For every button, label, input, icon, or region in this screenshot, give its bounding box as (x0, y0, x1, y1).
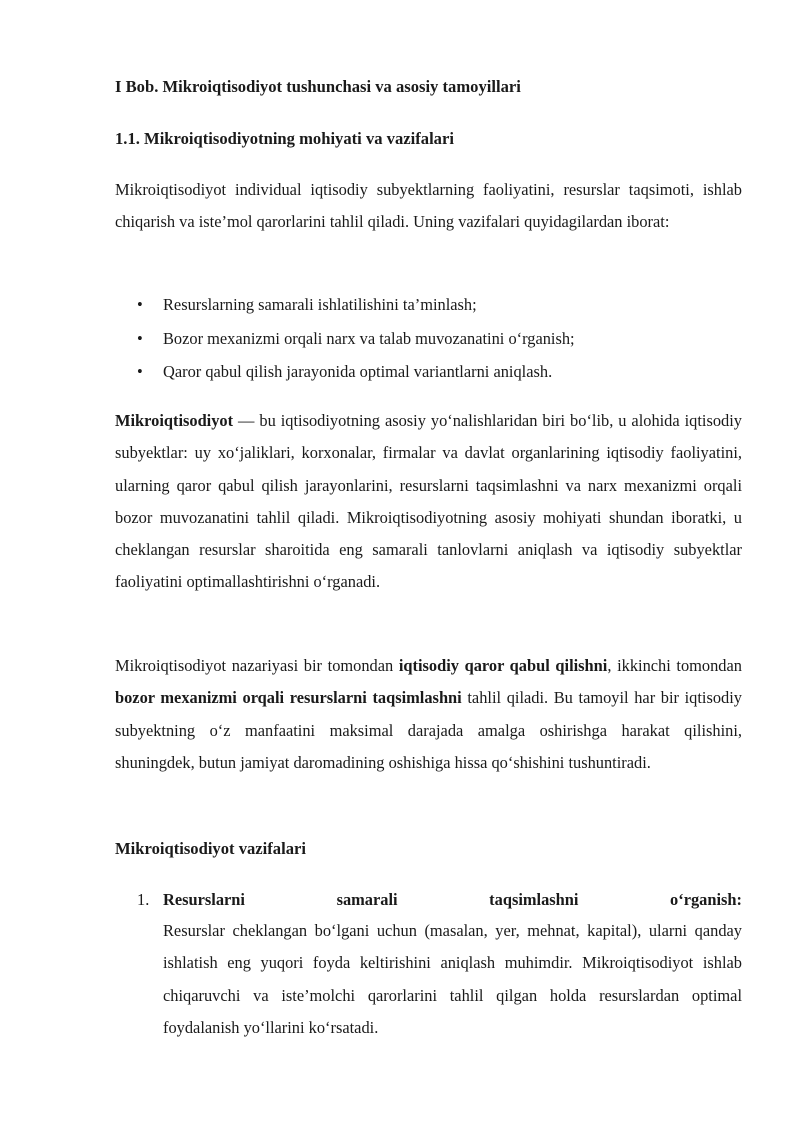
numbered-item-number: 1. (137, 890, 150, 909)
definition-text: — bu iqtisodiyotning asosiy yo‘nalishlaridan biri bo‘lib, u alohida iqtisodiy subyektlar: uy xo‘jaliklari, korxonalar, firmalar va davlat organlarining iqtisodiy faoliyatini, ularning qaror qabul qilish jarayonlarini, resurslarni taqsimlashni va narx mexanizmi orqali bozor muvozanatini tahlil qiladi. Mikroiqtisodiyotning asosiy mohiyati shundan iboratki, u cheklangan resurslar sharoitida eng samarali tanlovlarni aniqlash va iqtisodiy subyektlar faoliyatini optimallashtirishni o‘rganadi. (115, 411, 742, 592)
numbered-item-body: Resurslar cheklangan bo‘lgani uchun (masalan, yer, mehnat, kapital), ularni qanday ishlatish eng yuqori foyda keltirishini aniqlash muhimdir. Mikroiqtisodiyot ishlab chiqaruvchi va iste’molchi qarorlarini tahlil qilgan holda resurslardan optimal foydalanish yo‘llarini ko‘rsatadi. (163, 921, 742, 1037)
bullet-icon: • (137, 328, 143, 348)
title-word: samarali (336, 890, 398, 909)
bullet-icon: • (137, 362, 143, 381)
title-word: o‘rganish: (670, 890, 742, 909)
chapter-title: I Bob. Mikroiqtisodiyot tushunchasi va asosiy tamoyillari (115, 77, 521, 96)
title-word: taqsimlashni (489, 890, 579, 909)
list-item-text: Qaror qabul qilish jarayonida optimal variantlarni aniqlash. (163, 362, 553, 381)
definition-paragraph (115, 405, 742, 599)
list-item (115, 294, 742, 328)
list-item-text: Resurslarning samarali ishlatilishini ta’minlash; (163, 295, 477, 314)
theory-paragraph (115, 650, 742, 779)
list-item (115, 328, 742, 362)
section-title: 1.1. Mikroiqtisodiyotning mohiyati va vazifalari (115, 129, 454, 148)
bullet-list (115, 294, 742, 395)
theory-text-2: , ikkinchi tomondan (607, 656, 742, 675)
numbered-item (163, 889, 742, 1044)
definition-term: Mikroiqtisodiyot (115, 411, 234, 430)
theory-text-3: tahlil qiladi. Bu tamoyil har bir iqtisodiy subyektning o‘z manfaatini maksimal darajada amalga oshirishga harakat qilishini, shuningdek, butun jamiyat daromadining oshishiga hissa qo‘shishini tushuntiradi. (115, 688, 743, 772)
theory-bold-1: iqtisodiy qaror qabul qilishni (398, 656, 608, 675)
intro-paragraph: Mikroiqtisodiyot individual iqtisodiy subyektlarning faoliyatini, resurslar taqsimoti, ishlab chiqarish va iste’mol qarorlarini tahlil qiladi. Uning vazifalari quyidagilardan iborat: (115, 180, 742, 232)
title-word: Resurslarni (163, 890, 245, 909)
numbered-item-title (163, 889, 742, 911)
theory-bold-2: bozor mexanizmi orqali resurslarni taqsimlashni (115, 688, 462, 708)
list-item-text: Bozor mexanizmi orqali narx va talab muvozanatini o‘rganish; (163, 328, 575, 348)
list-item (115, 361, 742, 395)
theory-text-1: Mikroiqtisodiyot nazariyasi bir tomondan (115, 656, 399, 675)
tasks-heading: Mikroiqtisodiyot vazifalari (115, 839, 306, 858)
bullet-icon: • (137, 295, 143, 314)
